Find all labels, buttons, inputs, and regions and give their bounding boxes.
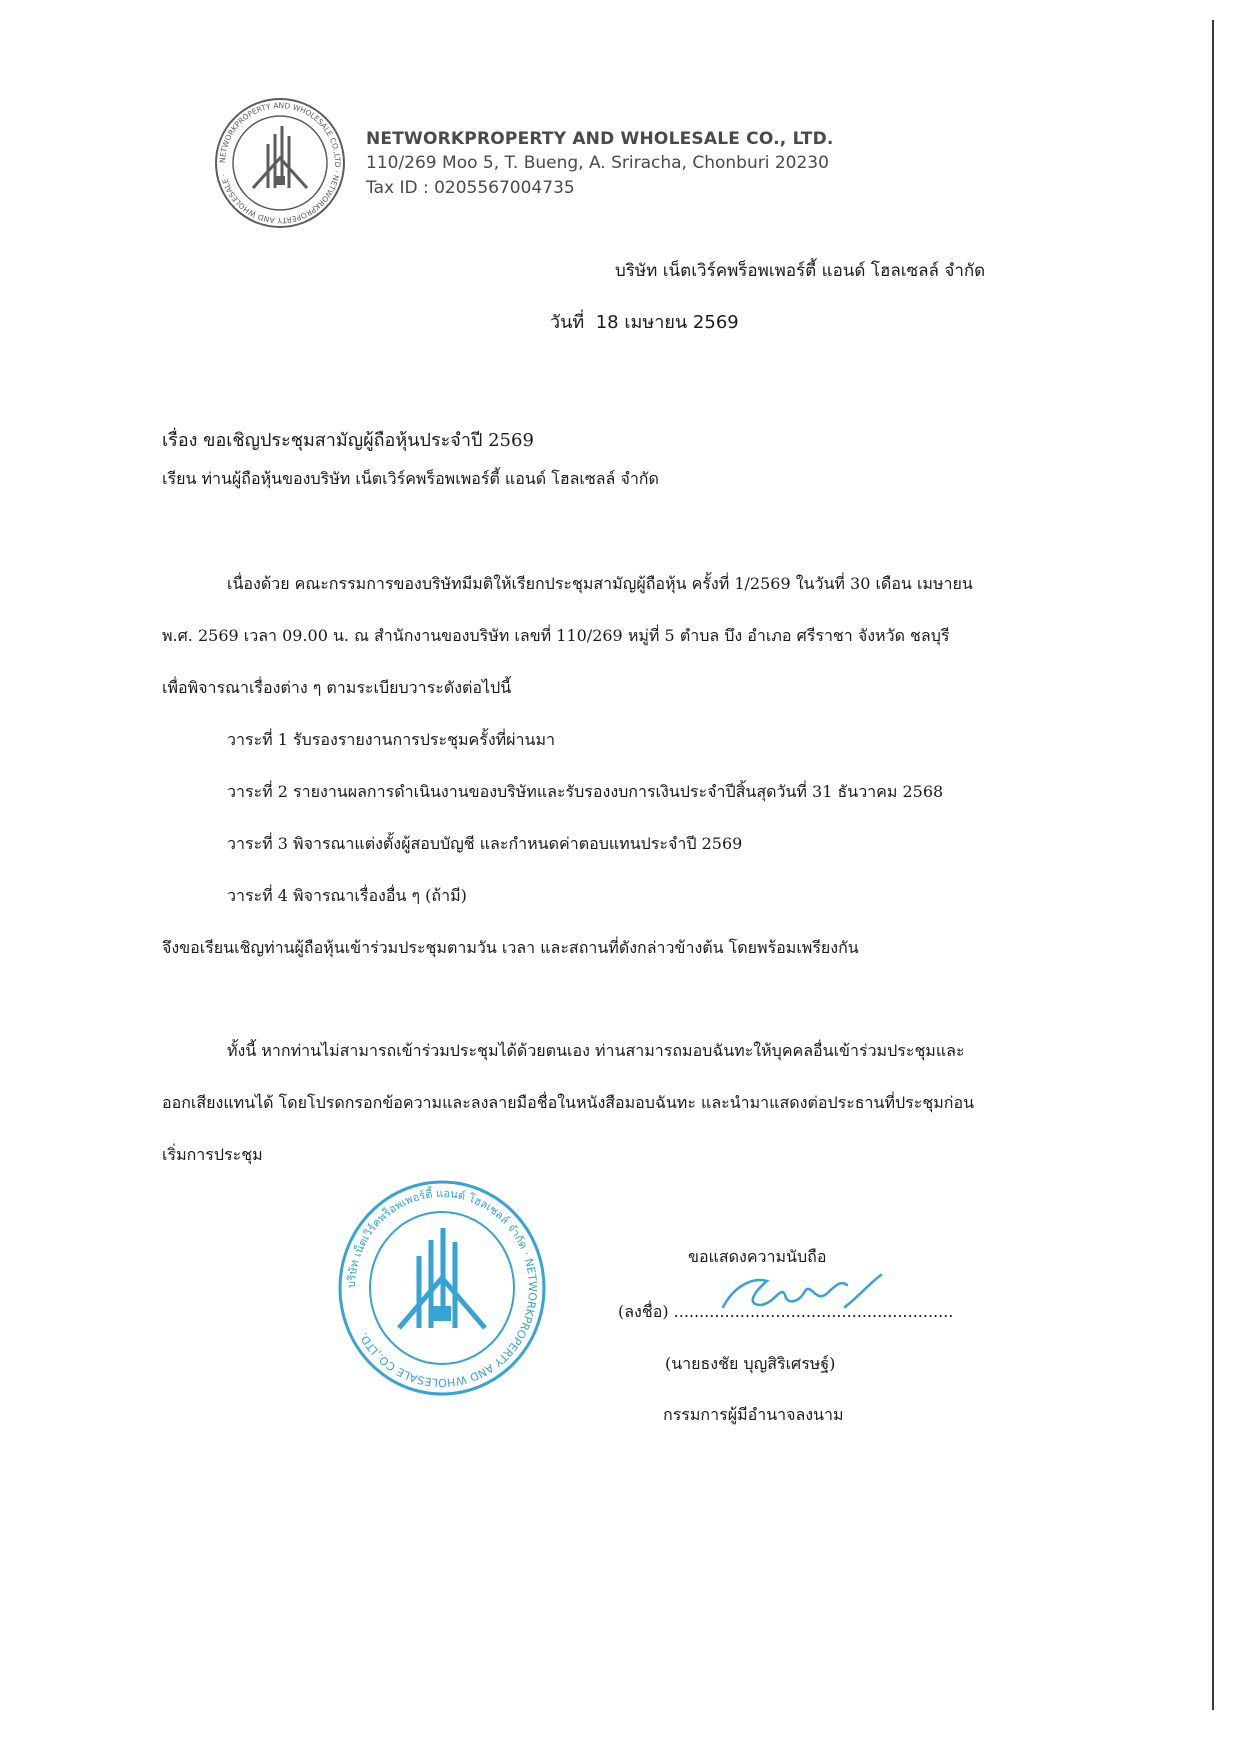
company-stamp-icon bbox=[337, 1178, 547, 1398]
company-tax-id: Tax ID : 0205567004735 bbox=[366, 178, 575, 198]
svg-text:NETWORKPROPERTY AND WHOLESALE: NETWORKPROPERTY AND WHOLESALE CO.,LTD · NETWORKPROPERTY AND WHOLESALE · bbox=[217, 100, 343, 226]
date-label: วันที่ bbox=[550, 312, 585, 333]
proxy-line-1: ทั้งนี้ หากท่านไม่สามารถเข้าร่วมประชุมได้ด้วยตนเอง ท่านสามารถมอบฉันทะให้บุคคลอื่นเข้าร่วมประชุมและ bbox=[227, 1041, 965, 1060]
closing-text: ขอแสดงความนับถือ bbox=[688, 1247, 827, 1266]
invitation-line: จึงขอเรียนเชิญท่านผู้ถือหุ้นเข้าร่วมประชุมตามวัน เวลา และสถานที่ดังกล่าวข้างต้น โดยพร้อมเพรียงกัน bbox=[162, 938, 859, 957]
handwritten-signature-icon bbox=[715, 1265, 885, 1320]
company-name-th: บริษัท เน็ตเวิร์คพร็อพเพอร์ตี้ แอนด์ โฮลเซลล์ จำกัด bbox=[615, 261, 986, 281]
sign-label: (ลงชื่อ) ....................................................... bbox=[618, 1302, 954, 1321]
proxy-line-3: เริ่มการประชุม bbox=[162, 1145, 263, 1164]
company-name-en: NETWORKPROPERTY AND WHOLESALE CO., LTD. bbox=[366, 129, 834, 149]
intro-line-3: เพื่อพิจารณาเรื่องต่าง ๆ ตามระเบียบวาระดังต่อไปนี้ bbox=[162, 678, 512, 697]
agenda-item-2: วาระที่ 2 รายงานผลการดำเนินงานของบริษัทและรับรองงบการเงินประจำปีสิ้นสุดวันที่ 31 ธันวาคม 2568 bbox=[227, 782, 944, 801]
signer-name: (นายธงชัย บุญสิริเศรษฐ์) bbox=[665, 1354, 836, 1373]
signature-block bbox=[610, 1245, 954, 1445]
letter-subject: เรื่อง ขอเชิญประชุมสามัญผู้ถือหุ้นประจำปี 2569 bbox=[162, 430, 534, 451]
date-value: 18 เมษายน 2569 bbox=[595, 312, 739, 333]
svg-text:บริษัท เน็ตเวิร์คพร็อพเพอร์ตี้: บริษัท เน็ตเวิร์คพร็อพเพอร์ตี้ แอนด์ โฮลเซลล์ จำกัด · NETWORKPROPERTY AND WHOLESALE CO.,LTD. bbox=[344, 1186, 540, 1390]
company-logo-icon bbox=[213, 96, 347, 230]
scan-edge-line bbox=[1212, 20, 1214, 1710]
company-address: 110/269 Moo 5, T. Bueng, A. Sriracha, Chonburi 20230 bbox=[366, 153, 829, 173]
intro-line-1: เนื่องด้วย คณะกรรมการของบริษัทมีมติให้เรียกประชุมสามัญผู้ถือหุ้น ครั้งที่ 1/2569 ในวันที่ 30 เดือน เมษายน bbox=[227, 574, 973, 593]
proxy-line-2: ออกเสียงแทนได้ โดยโปรดกรอกข้อความและลงลายมือชื่อในหนังสือมอบฉันทะ และนำมาแสดงต่อประธานที่ประชุมก่อน bbox=[162, 1093, 975, 1112]
agenda-item-3: วาระที่ 3 พิจารณาแต่งตั้งผู้สอบบัญชี และกำหนดค่าตอบแทนประจำปี 2569 bbox=[227, 834, 743, 853]
intro-line-2: พ.ศ. 2569 เวลา 09.00 น. ณ สำนักงานของบริษัท เลขที่ 110/269 หมู่ที่ 5 ตำบล บึง อำเภอ ศรีราชา จังหวัด ชลบุรี bbox=[162, 626, 950, 645]
signer-title: กรรมการผู้มีอำนาจลงนาม bbox=[663, 1405, 844, 1424]
agenda-item-4: วาระที่ 4 พิจารณาเรื่องอื่น ๆ (ถ้ามี) bbox=[227, 886, 467, 905]
document-date bbox=[550, 307, 739, 336]
agenda-item-1: วาระที่ 1 รับรองรายงานการประชุมครั้งที่ผ่านมา bbox=[227, 730, 556, 749]
letter-recipient: เรียน ท่านผู้ถือหุ้นของบริษัท เน็ตเวิร์คพร็อพเพอร์ตี้ แอนด์ โฮลเซลล์ จำกัด bbox=[162, 469, 659, 488]
